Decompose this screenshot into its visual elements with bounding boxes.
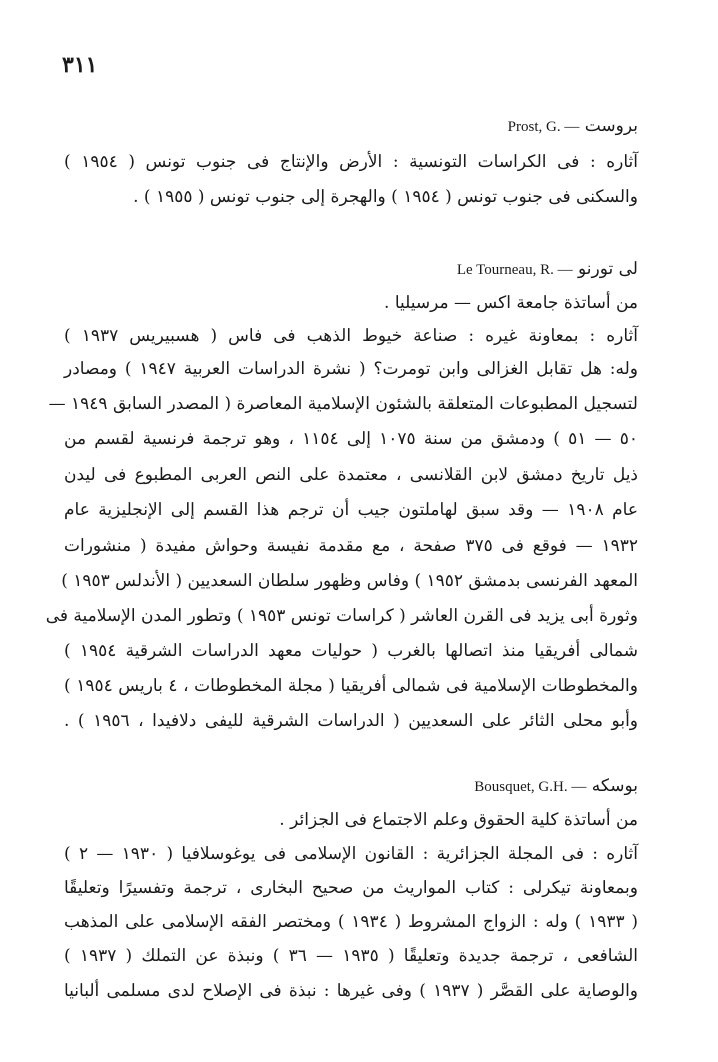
body-line: من أساتذة كلية الحقوق وعلم الاجتماع فى الجزائر . (279, 810, 638, 830)
body-line: والوصاية على القصَّر ( ١٩٣٧ ) وفى غيرها : نبذة فى الإصلاح لدى مسلمى ألبانيا (64, 981, 638, 1001)
body-line: والسكنى فى جنوب تونس ( ١٩٥٤ ) والهجرة إلى جنوب تونس ( ١٩٥٥ ) . (133, 187, 638, 207)
body-line: ١٩٣٢ — فوقع فى ٣٧٥ صفحة ، مع مقدمة نفيسة وحواش مفيدة ( منشورات (64, 536, 638, 556)
body-line: وأبو محلى الثائر على السعديين ( الدراسات الشرقية لليفى دلافيدا ، ١٩٥٦ ) . (64, 711, 638, 731)
entry-name-arabic: لى تورنو (578, 259, 638, 279)
body-line: ( ١٩٣٣ ) وله : الزواج المشروط ( ١٩٣٤ ) ومختصر الفقه الإسلامى على المذهب (64, 912, 638, 932)
entry-name-latin: Prost, G. — (507, 119, 580, 135)
body-line: آثاره : بمعاونة غيره : صناعة خيوط الذهب فى فاس ( هسبيريس ١٩٣٧ ) (64, 326, 638, 346)
entry-name-latin: Le Tourneau, R. — (456, 262, 573, 278)
entry-name-arabic: بوسكه (591, 776, 638, 796)
entry-heading (502, 116, 638, 136)
body-line: عام ١٩٠٨ — وقد سبق لهاملتون جيب أن ترجم هذا القسم إلى الإنجليزية عام (64, 500, 638, 520)
body-line: وبمعاونة تيكرلى : كتاب المواريث من صحيح البخارى ، ترجمة وتفسيرًا وتعليقًا (64, 878, 638, 898)
body-line: الشافعى ، ترجمة جديدة وتعليقًا ( ١٩٣٥ — ٣٦ ) ونبذة عن التملك ( ١٩٣٧ ) (64, 946, 638, 966)
body-line: والمخطوطات الإسلامية فى شمالى أفريقيا ( مجلة المخطوطات ، ٤ باريس ١٩٥٤ ) (64, 676, 638, 696)
body-line: آثاره : فى الكراسات التونسية : الأرض والإنتاج فى جنوب تونس ( ١٩٥٤ ) (64, 152, 638, 172)
body-line: لتسجيل المطبوعات المتعلقة بالشئون الإسلامية المعاصرة ( المصدر السابق ١٩٤٩ — (48, 394, 638, 414)
body-line: آثاره : فى المجلة الجزائرية : القانون الإسلامى فى يوغوسلافيا ( ١٩٣٠ — ٢ ) (64, 844, 639, 864)
entry-name-arabic: بروست (584, 116, 638, 136)
body-line: ٥٠ — ٥١ ) ودمشق من سنة ١٠٧٥ إلى ١١٥٤ ، وهو ترجمة فرنسية لقسم من (64, 429, 638, 449)
body-line: وله: هل تقابل الغزالى وابن تومرت؟ ( نشرة الدراسات العربية ١٩٤٧ ) ومصادر (64, 359, 638, 379)
body-line: من أساتذة جامعة اكس — مرسيليا . (384, 293, 638, 313)
body-line: شمالى أفريقيا منذ اتصالها بالغرب ( حوليات معهد الدراسات الشرقية ١٩٥٤ ) (64, 641, 638, 661)
page-number: ٣١١ (62, 52, 98, 78)
entry-heading (468, 776, 638, 796)
body-line: المعهد الفرنسى بدمشق ١٩٥٢ ) وفاس وظهور سلطان السعديين ( الأندلس ١٩٥٣ ) (61, 571, 638, 591)
body-line: وثورة أبى يزيد فى القرن العاشر ( كراسات تونس ١٩٥٣ ) وتطور المدن الإسلامية فى (45, 606, 638, 626)
body-line: ذيل تاريخ دمشق لابن القلانسى ، معتمدة على النص العربى المطبوع فى ليدن (64, 465, 638, 485)
entry-name-latin: Bousquet, G.H. — (474, 779, 587, 795)
entry-heading (451, 259, 638, 279)
